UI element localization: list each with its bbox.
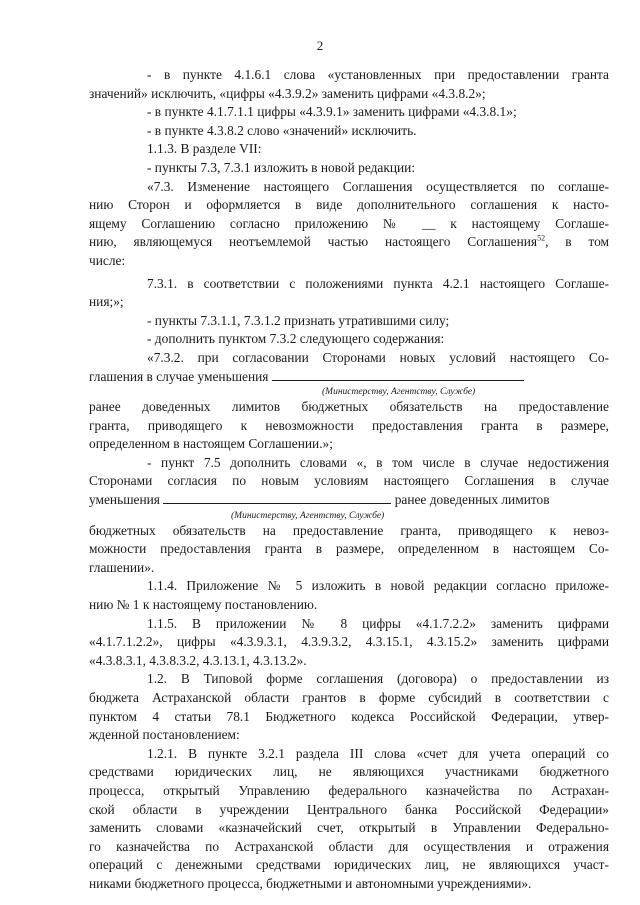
text-line: - пункты 7.3.1.1, 7.3.1.2 признать утратившими силу; — [147, 312, 450, 328]
text-fragment: , в том — [545, 234, 609, 250]
text-fragment: нию, являющемуся неотъемлемой частью настоящего Соглашения — [89, 234, 538, 250]
note-row — [147, 510, 609, 522]
text-line: ящему Соглашению согласно приложению № __ к настоящему Соглаше- — [89, 215, 609, 231]
blank-caption: (Министерству, Агентству, Службе) — [231, 510, 385, 521]
text-line: 1.2. В Типовой форме соглашения (договора) о предоставлении из — [147, 671, 609, 687]
text-line: - в пункте 4.1.6.1 слова «установленных при предоставлении гранта — [147, 67, 609, 82]
text-line: Сторонами согласия по новым условиям настоящего Соглашения в случае — [89, 473, 609, 489]
footnote-ref: 52 — [537, 233, 546, 243]
text-fragment: глашения в случае уменьшения — [89, 368, 269, 384]
text-line: определенном в настоящем Соглашении.»; — [89, 436, 333, 452]
section-heading: 1.1.3. В разделе VII: — [147, 141, 262, 157]
text-line: средствами юридических лиц, не являющихся участниками бюджетного — [89, 764, 609, 780]
text-line: жденной постановлением: — [89, 727, 240, 743]
text-line — [89, 233, 609, 252]
text-line: - в пункте 4.1.7.1.1 цифры «4.3.9.1» заменить цифрами «4.3.8.1»; — [147, 104, 517, 120]
blank-caption: (Министерству, Агентству, Службе) — [322, 387, 476, 398]
text-line — [89, 368, 609, 387]
text-line: процесса, открытый Управлению федерального казначейства по Астрахан- — [89, 782, 609, 798]
text-line: ской области в учреждении Центрального банка Российской Федерации» — [89, 801, 609, 817]
text-line: значений» исключить, «цифры «4.3.9.2» заменить цифрами «4.3.8.2»; — [89, 85, 486, 101]
text-line: можности предоставления гранта в размере, определенном в настоящем Со- — [89, 541, 609, 557]
text-line: - в пункте 4.3.8.2 слово «значений» исключить. — [147, 122, 417, 138]
text-line: «7.3.2. при согласовании Сторонами новых условий настоящего Со- — [147, 349, 609, 365]
text-line: 7.3.1. в соответствии с положениями пункта 4.2.1 настоящего Соглаше- — [147, 275, 609, 291]
text-line: - дополнить пунктом 7.3.2 следующего содержания: — [147, 331, 445, 347]
blank-line — [272, 368, 524, 381]
text-line: - пункт 7.5 дополнить словами «, в том числе в случае недостижения — [147, 454, 609, 470]
text-line: «4.1.7.1.2.2», цифры «4.3.9.3.1, 4.3.9.3.2, 4.3.15.1, 4.3.15.2» заменить цифрами — [89, 634, 609, 650]
text-line: ранее доведенных лимитов бюджетных обязательств на предоставление — [89, 399, 609, 415]
text-line: бюджета Астраханской области грантов в форме субсидий в соответствии с — [89, 690, 609, 705]
text-fragment: ранее доведенных лимитов — [394, 492, 550, 508]
text-line — [89, 491, 609, 510]
text-line: бюджетных обязательств на предоставление гранта, приводящего к невоз- — [89, 522, 609, 538]
text-line: пунктом 4 статьи 78.1 Бюджетного кодекса Российской Федерации, утвер- — [89, 708, 609, 724]
text-line: нию № 1 к настоящему постановлению. — [89, 597, 318, 613]
text-line: глашении». — [89, 559, 155, 575]
text-fragment: уменьшения — [89, 492, 160, 508]
text-line: заменить словами «казначейский счет, открытый в Управлении Федерально- — [89, 820, 609, 836]
text-line: операций с денежными средствами юридических лиц, не являющихся участ- — [89, 857, 609, 873]
text-line: числе: — [89, 252, 126, 268]
document-body — [89, 66, 609, 894]
text-line: «7.3. Изменение настоящего Соглашения осуществляется по соглаше- — [147, 178, 609, 194]
text-line: никами бюджетного процесса, бюджетными и автономными учреждениями». — [89, 875, 532, 891]
text-line: нию Сторон и оформляется в виде дополнительного соглашения к насто- — [89, 197, 609, 213]
text-line: 1.2.1. В пункте 3.2.1 раздела III слова «счет для учета операций со — [147, 745, 609, 761]
page-number: 2 — [316, 38, 324, 53]
text-line: го казначейства по Астраханской области для осуществления и отражения — [89, 838, 609, 854]
text-line: - пункты 7.3, 7.3.1 изложить в новой редакции: — [147, 159, 416, 175]
text-line: ния;»; — [89, 294, 124, 310]
text-line: «4.3.8.3.1, 4.3.8.3.2, 4.3.13.1, 4.3.13.2». — [89, 652, 307, 668]
text-line: 1.1.5. В приложении № 8 цифры «4.1.7.2.2» заменить цифрами — [147, 615, 609, 631]
blank-line — [163, 491, 391, 504]
text-line: 1.1.4. Приложение № 5 изложить в новой редакции согласно приложе- — [147, 578, 609, 594]
text-line: гранта, приводящего к невозможности предоставления гранта в размере, — [89, 417, 609, 433]
note-row — [147, 386, 609, 398]
